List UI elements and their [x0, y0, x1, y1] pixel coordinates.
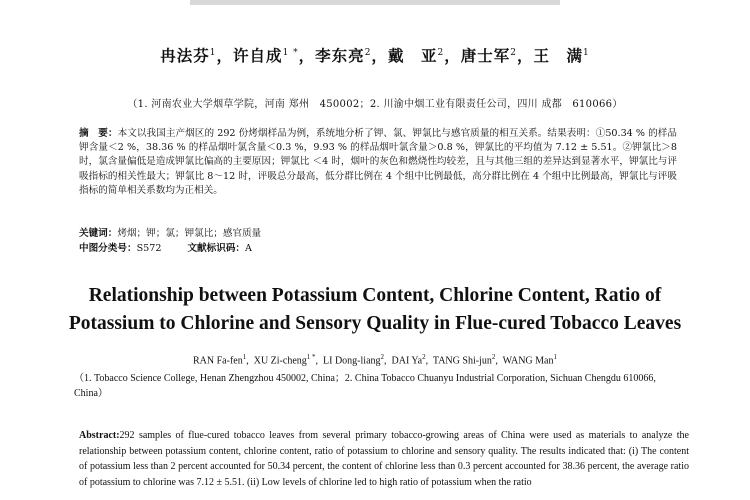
author-cn-name: 王 满: [533, 46, 583, 65]
author-en-name: DAI Ya: [391, 355, 423, 367]
abstract-label-cn: 摘 要：: [79, 128, 118, 139]
author-en-separator: ,: [384, 355, 392, 367]
affiliation-cn: （1. 河南农业大学烟草学院，河南 郑州 450002；2. 川渝中烟工业有限责任公司，四川 成都 610066）: [127, 99, 623, 110]
title-line-2: Potassium to Chlorine and Sensory Quality in Flue-cured Tobacco Leaves: [68, 313, 682, 334]
keywords-cn: [79, 225, 261, 239]
author-cn-separator: ，: [371, 46, 388, 65]
abstract-text-cn: 本文以我国主产烟区的 292 份烤烟样品为例，系统地分析了钾、氯、钾氯比与感官质量的相互关系。结果表明：①50.34 % 的样品钾含量＜2 %，38.36 % 的样品烟叶氯含量＜0.3 %，9.93 % 的样品烟叶氯含量＞0.8 %，钾氯比的平均值为 7.12 ± 5.51。②钾氯比＞8 时，氯含量偏低是造成钾氯比偏高的主要原因；钾氯比 ＜4 时，烟叶的灰色和燃烧性均较差，且与其他三组的差异达到显著水平，钾氯比与评吸指标的相关性最大；钾氯比 8～12 时，评吸总分最高，低分群比例在 4 个组中比例最低，高分群比例在 4 个组中比例最高，钾氯比与评吸指标的简单相关系数均为正相关。: [79, 128, 678, 196]
author-cn-affiliation-mark: 1: [582, 47, 590, 58]
author-cn-name: 戴 亚: [387, 46, 438, 65]
author-en-name: WANG Man: [502, 355, 554, 367]
author-cn-affiliation-mark: 1 *: [282, 47, 299, 58]
author-en-separator: ,: [315, 355, 324, 367]
author-en-affiliation-mark: 2: [380, 353, 385, 361]
clc-label: 中图分类号：: [79, 243, 137, 254]
author-en-affiliation-mark: 1: [242, 353, 247, 361]
author-en-affiliation-mark: 1 *: [306, 353, 316, 361]
clc-value: S572: [136, 243, 162, 254]
abstract-label-en: Abstract:: [79, 430, 120, 441]
author-list-cn: [0, 44, 750, 66]
author-cn-affiliation-mark: 2: [364, 47, 372, 58]
author-cn-separator: ，: [298, 46, 316, 65]
author-en-name: RAN Fa-fen: [193, 355, 243, 367]
author-en-separator: ,: [246, 355, 254, 367]
author-en-name: XU Zi-cheng: [253, 355, 307, 367]
author-en-affiliation-mark: 1: [553, 353, 557, 361]
affiliation-en: （1. Tobacco Science College, Henan Zhengzhou 450002, China；2. China Tobacco Chuanyu Industrial Corporation, Sichuan Chengdu 610066, China）: [74, 373, 656, 399]
author-cn-name: 冉法芬: [160, 46, 210, 65]
author-cn-name: 唐士军: [460, 46, 511, 65]
author-en-name: LI Dong-liang: [323, 355, 381, 367]
author-en-affiliation-mark: 2: [491, 353, 496, 361]
author-cn-affiliation-mark: 1: [209, 47, 217, 58]
author-en-affiliation-mark: 2: [422, 353, 426, 361]
author-en-separator: ,: [495, 355, 503, 367]
keywords-label-cn: 关键词：: [79, 228, 118, 239]
doc-code-value: A: [245, 243, 252, 254]
author-cn-separator: ，: [216, 46, 234, 65]
abstract-text-en: 292 samples of flue-cured tobacco leaves from several primary tobacco-growing areas of China were used as materials to analyze the relationship between potassium content, chlorine content, ratio of potassium to chlorine and sensory quality. The results indicated that: (i) The content of potassium less than 2 percent accounted for 50.34 percent, the content of chlorine less than 0.3 percent accounted for 38.36 percent, the average ratio of potassium to chlorine was 7.12 ± 5.51. (ii) Low levels of chlorine led to high ratio of potassium when the ratio: [79, 430, 689, 488]
author-cn-separator: ，: [516, 46, 534, 65]
author-cn-name: 李东亮: [315, 46, 365, 65]
header-strip: [190, 0, 560, 5]
author-cn-affiliation-mark: 2: [437, 47, 445, 58]
keywords-text-cn: 烤烟；钾；氯；钾氯比；感官质量: [117, 228, 262, 239]
author-list-en: [0, 353, 750, 366]
author-en-name: TANG Shi-jun: [432, 355, 492, 367]
author-cn-separator: ，: [444, 46, 461, 65]
abstract-cn: [79, 127, 677, 198]
author-en-separator: ,: [425, 355, 433, 367]
paper-title-en: [0, 282, 750, 338]
author-cn-affiliation-mark: 2: [510, 47, 517, 58]
author-cn-name: 许自成: [233, 46, 283, 65]
doc-code-label: 文献标识码：: [187, 243, 246, 254]
classification-cn: [79, 240, 252, 254]
title-line-1: Relationship between Potassium Content, Chlorine Content, Ratio of: [88, 285, 662, 306]
abstract-en: [79, 428, 689, 490]
